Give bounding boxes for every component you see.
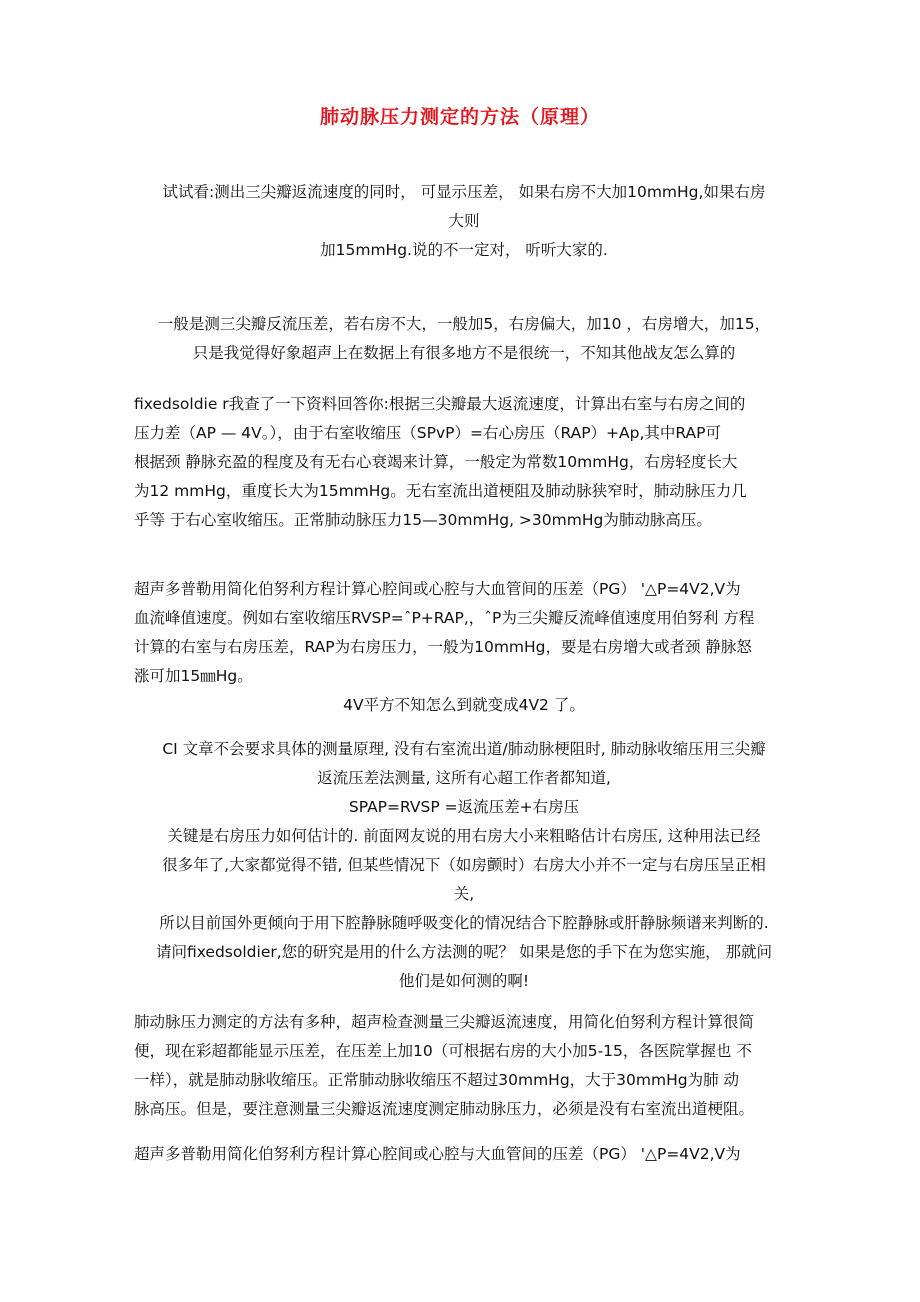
text-line: 肺动脉压力测定的方法有多种，超声检查测量三尖瓣返流速度，用简化伯努利方程计算很简 [134,1013,755,1031]
page-title: 肺动脉压力测定的方法（原理） [319,106,600,128]
text-line-centered: 4V平方不知怎么到就变成4V2 了。 [343,696,585,714]
text-line: 加15mmHg.说的不一定对， 听听大家的. [320,241,608,259]
text-line: 为12 mmHg，重度长大为15mmHg。无右室流出道梗阻及肺动脉狭窄时，肺动脉压力几 [134,482,747,500]
text-line: 只是我觉得好象超声上在数据上有很多地方不是很统一，不知其他战友怎么算的 [192,344,736,362]
paragraph-1 [134,178,794,265]
text-line: 很多年了,大家都觉得不错, 但某些情况下（如房颤时）右房大小并不一定与右房压呈正相 [162,856,766,874]
text-line: 关键是右房压力如何估计的. 前面网友说的用右房大小来粗略估计右房压, 这种用法已经 [167,827,761,845]
text-line: 超声多普勒用简化伯努利方程计算心腔间或心腔与大血管间的压差（PG） '△P=4V2,V为 [134,580,741,598]
text-line: 所以目前国外更倾向于用下腔静脉随呼吸变化的情况结合下腔静脉或肝静脉频谱来判断的. [159,914,769,932]
text-line: 计算的右室与右房压差，RAP为右房压力，一般为10mmHg，要是右房增大或者颈 静脉怒 [134,638,752,656]
text-line: 试试看:测出三尖瓣返流速度的同时， 可显示压差， 如果右房不大加10mmHg,如果右房 [162,183,766,201]
text-line: 根据颈 静脉充盈的程度及有无右心衰竭来计算，一般定为常数10mmHg，右房轻度长大 [134,453,738,471]
paragraph-3 [134,390,794,535]
text-line: 一样），就是肺动脉收缩压。正常肺动脉收缩压不超过30mmHg，大于30mmHg为肺 动 [134,1071,740,1089]
text-line: 乎等 于右心室收缩压。正常肺动脉压力15—30mmHg, >30mmHg为肺动脉高压。 [134,511,712,529]
text-line: 返流压差法测量, 这所有心超工作者都知道, [317,769,611,787]
text-line: 血流峰值速度。例如右室收缩压RVSP=ˆP+RAP,，ˆP为三尖瓣反流峰值速度用伯努利 方程 [134,609,755,627]
text-line: 脉高压。但是，要注意测量三尖瓣返流速度测定肺动脉压力，必须是没有右室流出道梗阻。 [134,1100,755,1118]
text-line: fixedsoldie r我查了一下资料回答你:根据三尖瓣最大返流速度，计算出右室与右房之间的 [134,395,746,413]
text-line: 一般是测三尖瓣反流压差，若右房不大，一般加5，右房偏大，加10 ，右房增大，加15， [157,315,771,333]
text-line: 超声多普勒用简化伯努利方程计算心腔间或心腔与大血管间的压差（PG） '△P=4V2,V为 [134,1145,741,1163]
text-line: 关, [453,885,475,903]
text-line: 便，现在彩超都能显示压差，在压差上加10（可根据右房的大小加5-15，各医院掌握也 不 [134,1042,752,1060]
paragraph-7 [134,1140,794,1169]
text-line: 大则 [448,212,480,230]
text-line: 压力差（AP — 4V。），由于右室收缩压（SPvP）=右心房压（RAP）+Ap,其中RAP可 [134,424,722,442]
paragraph-6 [134,1008,794,1124]
text-line: 涨可加15㎜Hg。 [134,667,253,685]
paragraph-5 [134,735,794,996]
paragraph-2 [134,310,794,368]
text-line: 请问fixedsoldier,您的研究是用的什么方法测的呢？ 如果是您的手下在为您实施， 那就问 [155,943,773,961]
paragraph-4 [134,575,794,720]
text-line: 他们是如何测的啊! [398,972,530,990]
text-line: SPAP=RVSP =返流压差+右房压 [348,798,580,816]
text-line: CI 文章不会要求具体的测量原理, 没有右室流出道/肺动脉梗阻时, 肺动脉收缩压用三尖瓣 [162,740,766,758]
